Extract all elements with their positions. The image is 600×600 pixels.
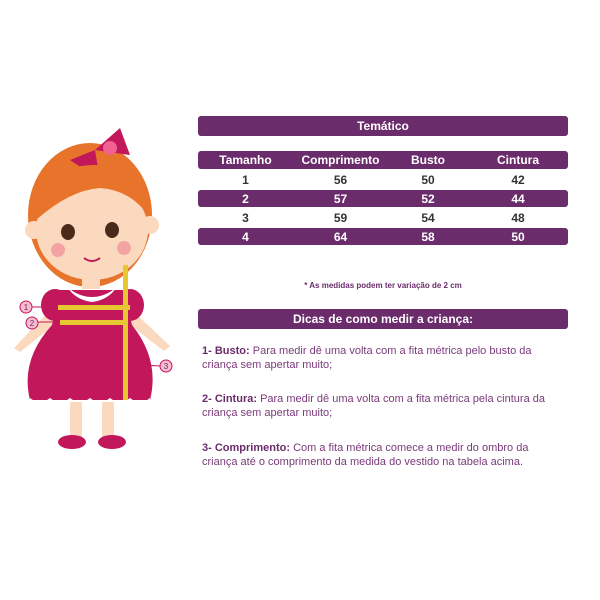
leg-left xyxy=(70,402,82,437)
shoe-left xyxy=(58,435,86,449)
tape-bust xyxy=(58,305,130,310)
cell-bust: 54 xyxy=(421,210,435,225)
cell-waist: 48 xyxy=(511,210,525,225)
table-row xyxy=(198,209,568,226)
cheek-left xyxy=(51,243,65,257)
cell-waist: 44 xyxy=(511,191,525,206)
header-busto: Busto xyxy=(411,153,445,167)
table-row xyxy=(198,228,568,245)
tip-waist-text: Para medir dê uma volta com a fita métrica pela cintura da criança sem apertar muito; xyxy=(202,393,545,419)
cell-waist: 50 xyxy=(511,229,525,244)
cheek-right xyxy=(117,241,131,255)
neck xyxy=(82,275,100,289)
header-cintura: Cintura xyxy=(497,153,539,167)
variation-note: * As medidas podem ter variação de 2 cm xyxy=(304,281,462,290)
cell-bust: 52 xyxy=(421,191,435,206)
eye-right xyxy=(105,222,119,238)
tape-length xyxy=(123,265,128,400)
shoe-right xyxy=(98,435,126,449)
marker-3-label: 3 xyxy=(163,362,169,371)
cell-size: 1 xyxy=(242,172,249,187)
table-row xyxy=(198,190,568,207)
cell-waist: 42 xyxy=(511,172,525,187)
eye-left xyxy=(61,224,75,240)
tips-title: Dicas de como medir a criança: xyxy=(198,309,568,329)
tip-length-label: 3- Comprimento: xyxy=(202,442,290,454)
table-row xyxy=(198,171,568,188)
leg-right xyxy=(102,402,114,437)
cell-bust: 58 xyxy=(421,229,435,244)
tip-length xyxy=(202,441,562,469)
marker-1-label: 1 xyxy=(23,303,29,312)
marker-2-label: 2 xyxy=(29,319,35,328)
header-tamanho: Tamanho xyxy=(219,153,272,167)
cell-size: 2 xyxy=(242,191,249,206)
cell-length: 57 xyxy=(333,191,348,206)
tip-bust xyxy=(202,344,562,372)
tip-bust-text: Para medir dê uma volta com a fita métrica pelo busto da criança sem apertar muito; xyxy=(202,345,532,371)
tip-length-text: Com a fita métrica comece a medir do ombro da criança até o comprimento da medida do vestido na tabela acima. xyxy=(202,442,529,468)
table-header-row xyxy=(198,151,568,169)
cell-length: 56 xyxy=(333,172,348,187)
cell-length: 59 xyxy=(333,210,348,225)
header-comprimento: Comprimento xyxy=(301,153,380,167)
table-title: Temático xyxy=(198,116,568,136)
tape-waist xyxy=(60,320,128,325)
girl-illustration xyxy=(0,110,190,470)
tip-bust-label: 1- Busto: xyxy=(202,345,250,357)
cell-size: 3 xyxy=(242,210,249,225)
bow-center xyxy=(103,141,117,155)
cell-length: 64 xyxy=(333,229,348,244)
cell-bust: 50 xyxy=(421,172,435,187)
tip-waist-label: 2- Cintura: xyxy=(202,393,257,405)
tip-waist xyxy=(202,392,562,420)
cell-size: 4 xyxy=(242,229,249,244)
